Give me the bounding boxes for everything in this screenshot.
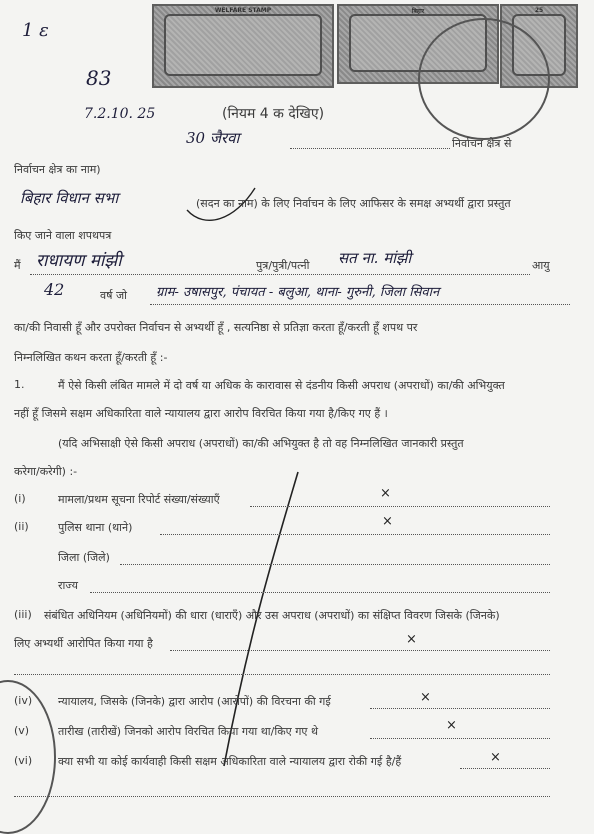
house-name: बिहार विधान सभा	[20, 189, 119, 207]
item-1-line-1: मैं ऐसे किसी लंबित मामले में दो वर्ष या अधिक के कारावास से दंडनीय किसी अपराध (अपराधों) का/की अभियुक्त	[58, 379, 505, 392]
constituency-suffix: निर्वाचन क्षेत्र से	[452, 137, 512, 150]
round-seal-top	[418, 18, 550, 140]
handwritten-date-2: 30 जैरवा	[186, 129, 240, 147]
father-name: सत ना. मांझी	[338, 249, 412, 267]
relation-label: पुत्र/पुत्री/पत्नी	[256, 259, 310, 272]
address: ग्राम- उषासपुर, पंचायत - बलुआ, थाना- गुरुनी, जिला सिवान	[156, 285, 440, 300]
item-v-number: (v)	[14, 724, 30, 737]
reference-number: 83	[86, 66, 112, 90]
name-prefix: मैं	[14, 259, 21, 272]
state-label: राज्य	[58, 579, 79, 592]
handwritten-date: 7.2.10. 25	[84, 106, 156, 122]
item-iv-cross: ×	[420, 690, 431, 705]
item-ii-cross: ×	[382, 514, 393, 529]
constituency-label: निर्वाचन क्षेत्र का नाम)	[14, 163, 101, 176]
years-label: वर्ष जो	[100, 289, 127, 302]
condition-line-1: (यदि अभिसाक्षी ऐसे किसी अपराध (अपराधों) का/की अभियुक्त है तो वह निम्नलिखित जानकारी प्रस्तुत	[58, 437, 464, 450]
margin-marks: 1 ε	[22, 20, 49, 41]
item-iii-number: (iii)	[14, 608, 32, 621]
item-v-label: तारीख (तारीखें) जिनको आरोप विरचित किया गया था/किए गए थे	[58, 725, 319, 738]
item-iv-label: न्यायालय, जिसके (जिनके) द्वारा आरोप (आरोपों) की विरचना की गई	[58, 695, 331, 708]
item-vi-number: (vi)	[14, 754, 33, 767]
welfare-stamp-1	[152, 4, 334, 88]
item-ii-label: पुलिस थाना (थाने)	[58, 521, 133, 534]
item-iii-line-1: संबंधित अधिनियम (अधिनियमों) की धारा (धाराएँ) और उस अपराध (अपराधों) का संक्षिप्त विवरण जिसके (जिनके)	[44, 609, 500, 622]
stamp-label: WELFARE STAMP	[214, 7, 272, 14]
item-1-line-2: नहीं हूँ जिसमे सक्षम अधिकारिता वाले न्यायालय द्वारा आरोप विरचित किया गया है/किए गए हैं ।	[14, 407, 388, 420]
affidavit-label: किए जाने वाला शपथपत्र	[14, 229, 112, 242]
age-value: 42	[44, 280, 65, 299]
item-i-number: (i)	[14, 492, 26, 505]
stamp-label: 25	[534, 7, 544, 14]
item-ii-number: (ii)	[14, 520, 29, 533]
statement-line: निम्नलिखित कथन करता हूँ/करती हूँ :-	[14, 351, 168, 364]
item-v-cross: ×	[446, 718, 457, 733]
item-i-cross: ×	[380, 486, 391, 501]
rule-reference: (नियम 4 क देखिए)	[222, 106, 325, 122]
district-label: जिला (जिले)	[58, 551, 110, 564]
stamp-label: बिहार	[411, 8, 425, 15]
condition-line-2: करेगा/करेगी) :-	[14, 465, 78, 478]
item-vi-cross: ×	[490, 750, 501, 765]
age-label: आयु	[532, 259, 550, 272]
item-vi-label: क्या सभी या कोई कार्यवाही किसी सक्षम अधिकारिता वाले न्यायालय द्वारा रोकी गई है/हैं	[58, 755, 402, 768]
resident-line: का/की निवासी हूँ और उपरोक्त निर्वाचन से अभ्यर्थी हूँ , सत्यनिष्ठा से प्रतिज्ञा करता हूँ/करती हूँ शपथ पर	[14, 321, 418, 334]
candidate-name: राधायण मांझी	[36, 251, 122, 271]
item-iv-number: (iv)	[14, 694, 33, 707]
item-i-label: मामला/प्रथम सूचना रिपोर्ट संख्या/संख्याएँ	[58, 493, 220, 506]
house-clause: (सदन का नाम) के लिए निर्वाचन के लिए आफिसर के समक्ष अभ्यर्थी द्वारा प्रस्तुत	[196, 197, 511, 210]
item-iii-cross: ×	[406, 632, 417, 647]
item-iii-line-2: लिए अभ्यर्थी आरोपित किया गया है	[14, 637, 153, 650]
item-1-number: 1.	[14, 378, 25, 391]
